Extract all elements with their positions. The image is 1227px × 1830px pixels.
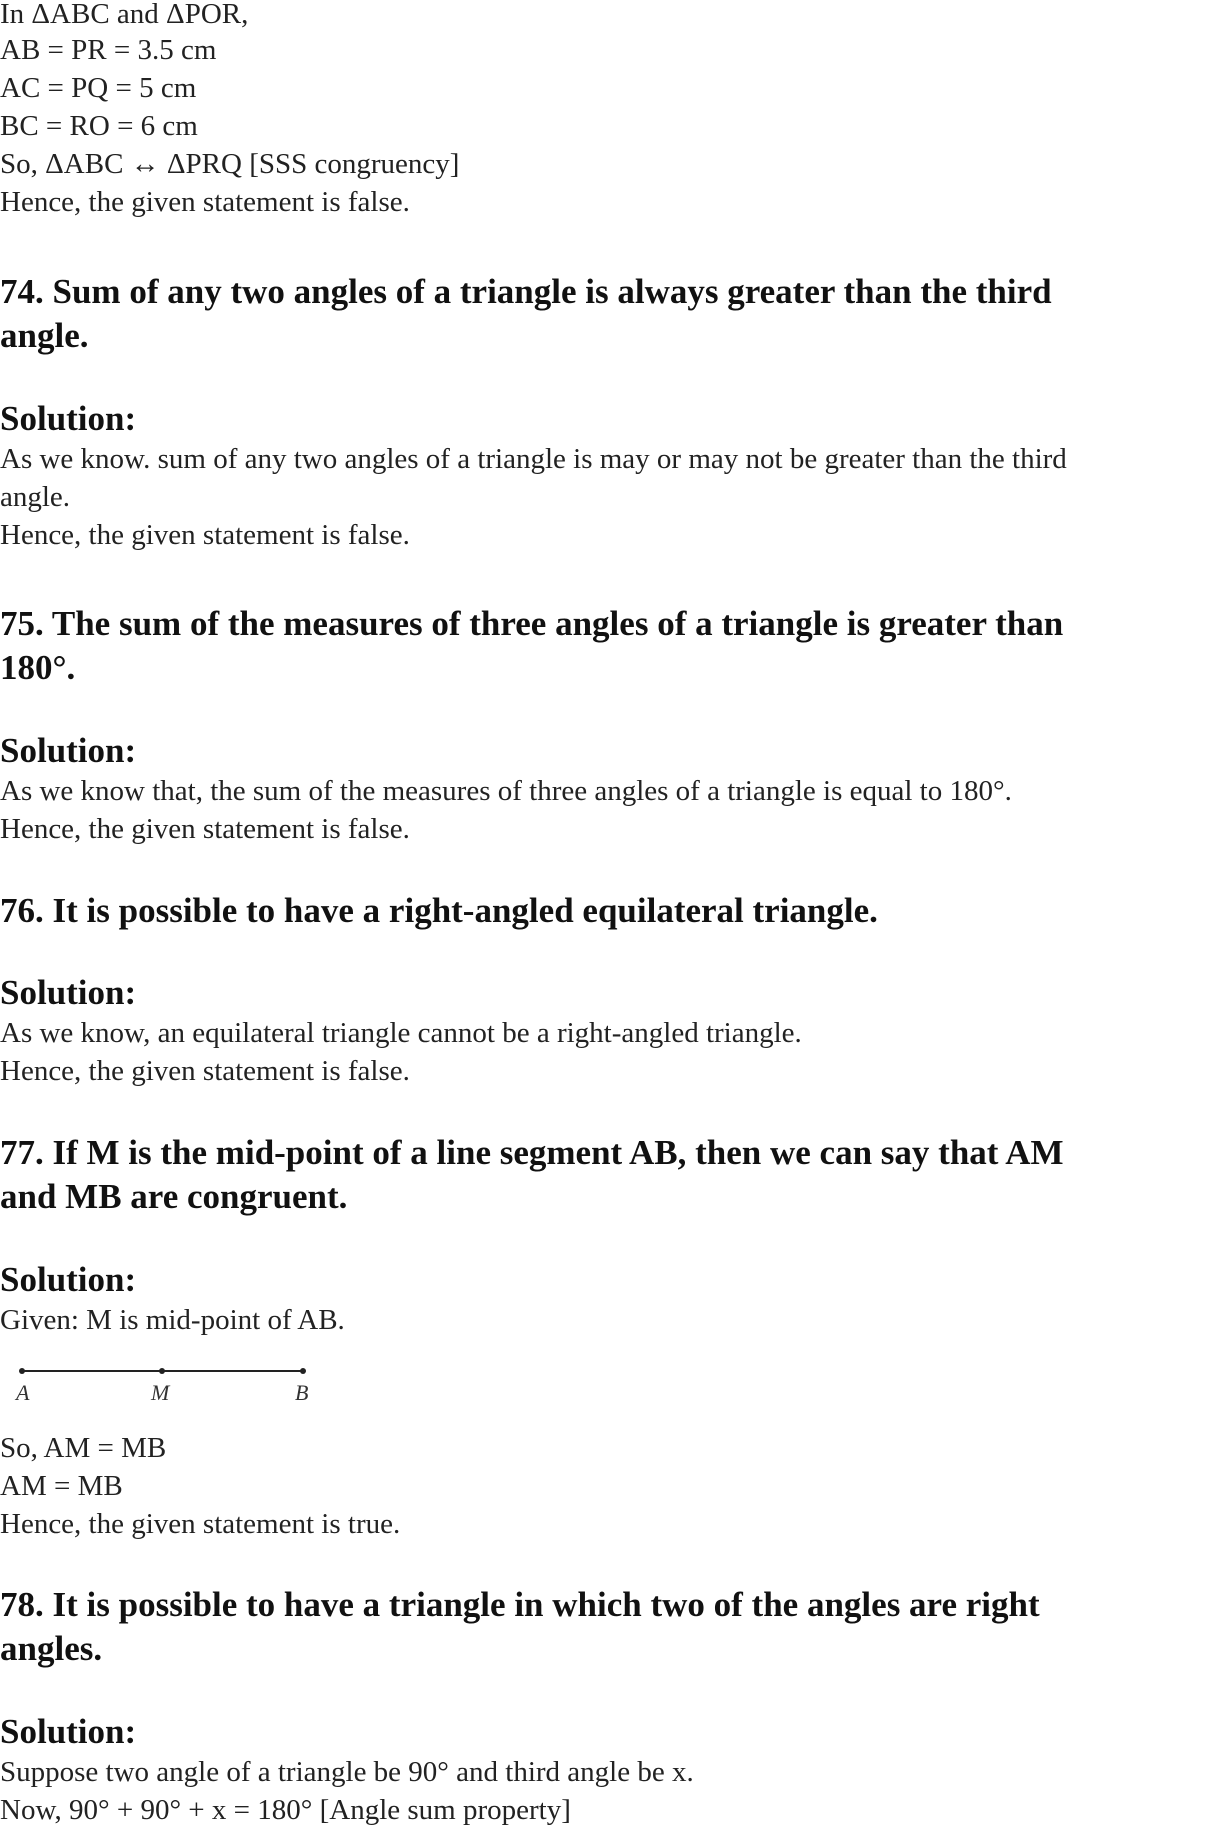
segment-ab-diagram [10,1358,320,1408]
solution-78-line-2: Now, 90° + 90° + x = 180° [Angle sum property] [0,1794,571,1826]
solution-74-line-1: As we know. sum of any two angles of a triangle is may or may not be greater than the third [0,443,1067,475]
solution-74-line-2: angle. [0,481,71,513]
intro-line-5: So, ΔABC ↔ ΔPRQ [SSS congruency] [0,148,460,180]
solution-74-line-3: Hence, the given statement is false. [0,519,410,551]
question-75-title-line-2: 180°. [0,648,76,687]
point-b-dot [300,1368,306,1374]
solution-77-line-1: So, AM = MB [0,1432,167,1464]
question-77-title-line-1: 77. If M is the mid-point of a line segment AB, then we can say that AM [0,1133,1064,1172]
point-m-dot [159,1368,165,1374]
intro-line-2: AB = PR = 3.5 cm [0,34,217,66]
question-76-title-line-1: 76. It is possible to have a right-angled equilateral triangle. [0,891,878,930]
solution-77-line-3: Hence, the given statement is true. [0,1508,401,1540]
solution-77-given: Given: M is mid-point of AB. [0,1304,345,1336]
point-a-label: A [16,1380,30,1405]
question-78-title-line-1: 78. It is possible to have a triangle in which two of the angles are right [0,1585,1040,1624]
intro-line-3: AC = PQ = 5 cm [0,72,197,104]
point-b-label: B [295,1380,309,1405]
solution-77-label: Solution: [0,1260,137,1299]
question-74-title-line-1: 74. Sum of any two angles of a triangle is always greater than the third [0,272,1052,311]
solution-74-label: Solution: [0,399,137,438]
solution-76-line-1: As we know, an equilateral triangle cannot be a right-angled triangle. [0,1017,802,1049]
question-75-title-line-1: 75. The sum of the measures of three angles of a triangle is greater than [0,604,1064,643]
intro-line-6: Hence, the given statement is false. [0,186,410,218]
point-m-label: M [151,1380,170,1405]
question-74-title-line-2: angle. [0,316,89,355]
solution-76-label: Solution: [0,973,137,1012]
question-78-title-line-2: angles. [0,1629,103,1668]
solution-77-line-2: AM = MB [0,1470,123,1502]
intro-line-4: BC = RO = 6 cm [0,110,198,142]
question-77-title-line-2: and MB are congruent. [0,1177,348,1216]
segment-ab-figure [10,1358,320,1408]
solution-75-line-2: Hence, the given statement is false. [0,813,410,845]
intro-line-1: In ΔABC and ΔPOR, [0,0,249,30]
solution-75-label: Solution: [0,731,137,770]
point-a-dot [19,1368,25,1374]
solution-78-label: Solution: [0,1712,137,1751]
solution-75-line-1: As we know that, the sum of the measures of three angles of a triangle is equal to 180°. [0,775,1012,807]
solution-78-line-1: Suppose two angle of a triangle be 90° and third angle be x. [0,1756,694,1788]
solution-76-line-2: Hence, the given statement is false. [0,1055,410,1087]
